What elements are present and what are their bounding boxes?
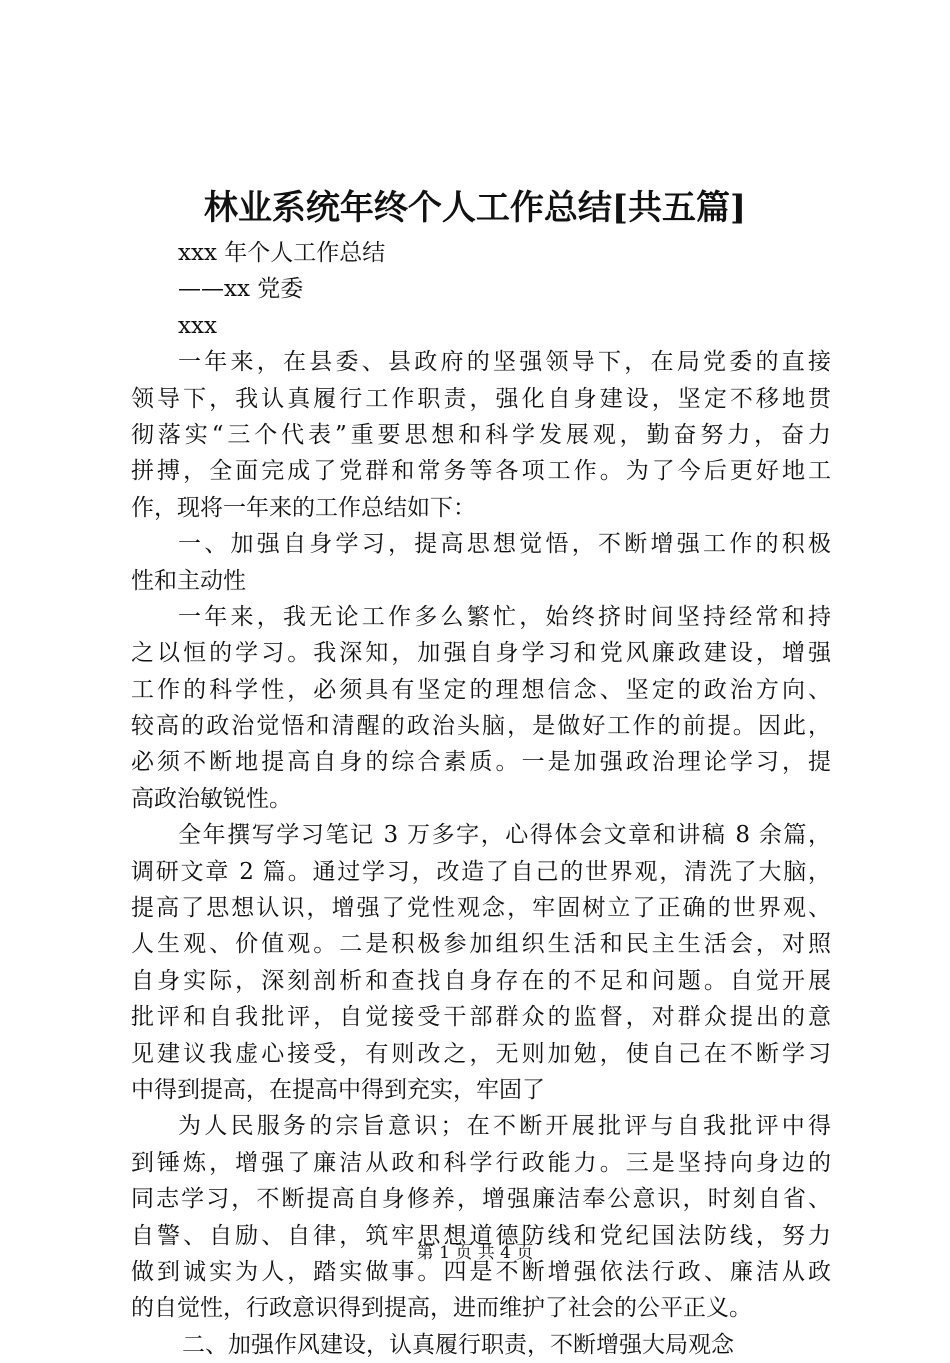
body-line: 较高的政治觉悟和清醒的政治头脑，是做好工作的前提。因此， — [131, 713, 831, 740]
body-line: xxx — [178, 312, 217, 339]
body-line: 人生观、价值观。二是积极参加组织生活和民主生活会，对照 — [131, 931, 831, 958]
body-line: 见建议我虚心接受，有则改之，无则加勉，使自己在不断学习 — [131, 1040, 831, 1067]
body-line: xxx 年个人工作总结 — [178, 240, 386, 266]
body-line: 领导下，我认真履行工作职责，强化自身建设，坚定不移地贯 — [131, 385, 831, 412]
body-line: 到锤炼，增强了廉洁从政和科学行政能力。三是坚持向身边的 — [131, 1149, 831, 1176]
body-line: ——xx 党委 — [178, 276, 304, 303]
body-line: 批评和自我批评，自觉接受干部群众的监督，对群众提出的意 — [131, 1004, 831, 1031]
body-line: 中得到提高，在提高中得到充实，牢固了 — [131, 1076, 545, 1103]
body-line: 一年来，在县委、县政府的坚强领导下，在局党委的直接 — [178, 349, 831, 376]
body-line: 全年撰写学习笔记 3 万多字，心得体会文章和讲稿 8 余篇， — [178, 822, 831, 849]
body-line: 高政治敏锐性。 — [131, 785, 292, 812]
body-line: 作，现将一年来的工作总结如下： — [131, 494, 476, 521]
document-title: 林业系统年终个人工作总结[共五篇] — [203, 188, 747, 228]
body-line: 一年来，我无论工作多么繁忙，始终挤时间坚持经常和持 — [178, 603, 831, 630]
body-line: 调研文章 2 篇。通过学习，改造了自己的世界观，清洗了大脑， — [131, 858, 831, 885]
page-footer: 第 1 页 共 4 页 — [416, 1243, 534, 1263]
document-body — [131, 235, 831, 1363]
body-line: 必须不断地提高自身的综合素质。一是加强政治理论学习，提 — [131, 749, 831, 776]
body-line: 自身实际，深刻剖析和查找自身存在的不足和问题。自觉开展 — [131, 967, 831, 994]
body-line: 同志学习，不断提高自身修养，增强廉洁奉公意识，时刻自省、 — [131, 1186, 831, 1213]
body-line: 一、加强自身学习，提高思想觉悟，不断增强工作的积极 — [178, 531, 831, 558]
body-line: 性和主动性 — [131, 567, 246, 594]
body-line: 拼搏，全面完成了党群和常务等各项工作。为了今后更好地工 — [131, 458, 831, 485]
body-line: 工作的科学性，必须具有坚定的理想信念、坚定的政治方向、 — [131, 676, 831, 703]
body-line: 为人民服务的宗旨意识；在不断开展批评与自我批评中得 — [178, 1113, 831, 1140]
body-line: 做到诚实为人，踏实做事。四是不断增强依法行政、廉洁从政 — [131, 1258, 831, 1285]
body-line: 之以恒的学习。我深知，加强自身学习和党风廉政建设，增强 — [131, 640, 831, 667]
body-line: 彻落实“三个代表”重要思想和科学发展观，勤奋努力，奋力 — [131, 421, 831, 448]
body-line: 提高了思想认识，增强了党性观念，牢固树立了正确的世界观、 — [131, 895, 831, 922]
body-line: 二、加强作风建设，认真履行职责，不断增强大局观念 — [182, 1331, 734, 1358]
body-line: 自警、自励、自律，筑牢思想道德防线和党纪国法防线，努力 — [131, 1222, 831, 1249]
body-line: 的自觉性，行政意识得到提高，进而维护了社会的公平正义。 — [131, 1295, 752, 1322]
